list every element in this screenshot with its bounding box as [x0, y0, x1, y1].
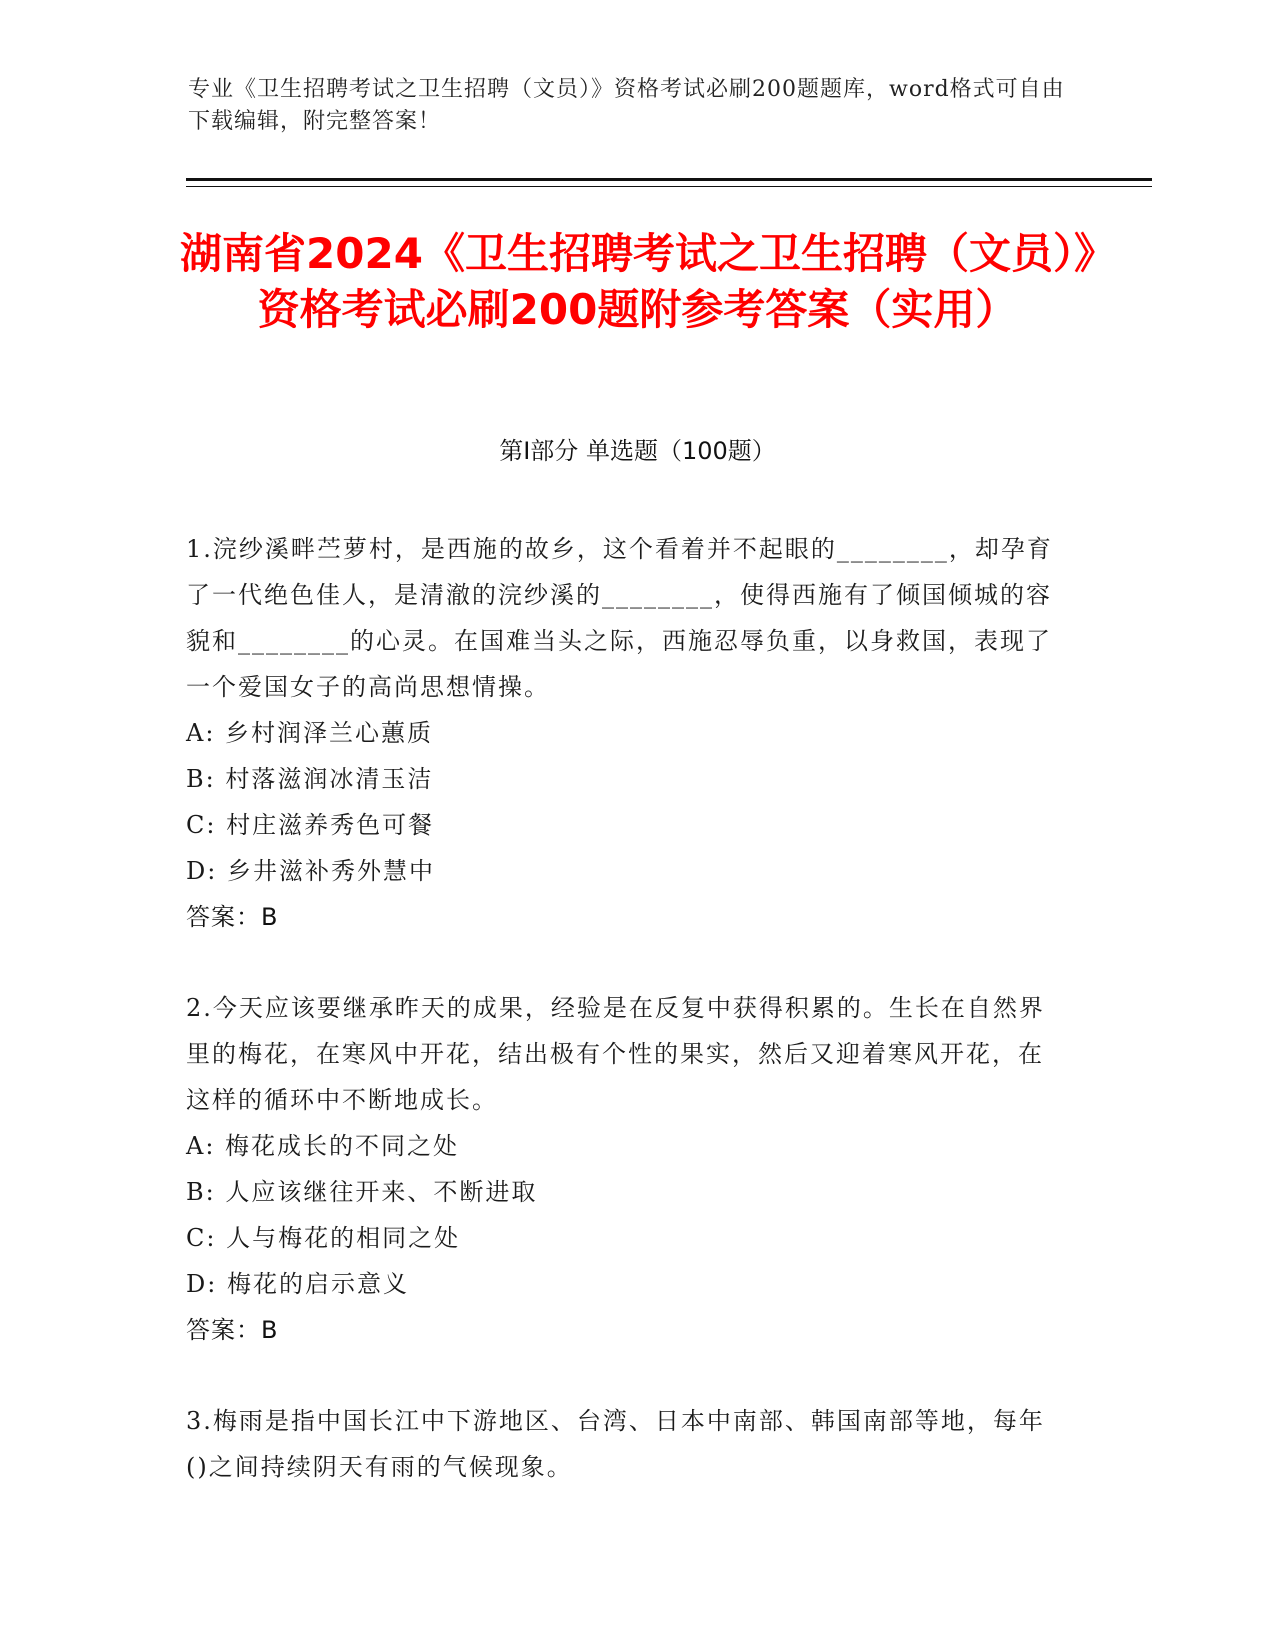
question-stem: 2.今天应该要继承昨天的成果，经验是在反复中获得积累的。生长在自然界里的梅花，在寒风中开花，结出极有个性的果实，然后又迎着寒风开花，在这样的循环中不断地成长。: [186, 994, 1045, 1114]
option-a: A: 乡村润泽兰心蕙质: [186, 719, 434, 747]
answer: 答案：B: [186, 903, 279, 931]
option-d: D: 乡井滋补秀外慧中: [186, 857, 435, 885]
question-2: [186, 985, 1066, 1353]
header-note: 专业《卫生招聘考试之卫生招聘（文员）》资格考试必刷200题题库，word格式可自由下载编辑，附完整答案！: [188, 77, 1065, 134]
section-heading: 第I部分 单选题（100题）: [499, 437, 776, 465]
header-divider-thin: [186, 186, 1152, 187]
option-b: B: 村落滋润冰清玉洁: [186, 765, 434, 793]
question-3: [186, 1398, 1066, 1490]
question-1: [186, 526, 1066, 940]
option-d: D: 梅花的启示意义: [186, 1270, 409, 1298]
option-b: B: 人应该继往开来、不断进取: [186, 1178, 538, 1206]
option-c: C: 村庄滋养秀色可餐: [186, 811, 435, 839]
option-c: C: 人与梅花的相同之处: [186, 1224, 461, 1252]
question-stem: 3.梅雨是指中国长江中下游地区、台湾、日本中南部、韩国南部等地，每年()之间持续阴天有雨的气候现象。: [186, 1407, 1045, 1481]
header-divider-thick: [186, 178, 1152, 181]
document-title: 湖南省2024《卫生招聘考试之卫生招聘（文员）》资格考试必刷200题附参考答案（实用）: [180, 229, 1095, 334]
option-a: A: 梅花成长的不同之处: [186, 1132, 460, 1160]
question-stem: 1.浣纱溪畔苎萝村，是西施的故乡，这个看着并不起眼的________，却孕育了一代绝色佳人，是清澈的浣纱溪的________，使得西施有了倾国倾城的容貌和________的心灵。在国难当头之际，西施忍辱负重，以身救国，表现了一个爱国女子的高尚思想情操。: [186, 535, 1053, 701]
answer: 答案：B: [186, 1316, 279, 1344]
